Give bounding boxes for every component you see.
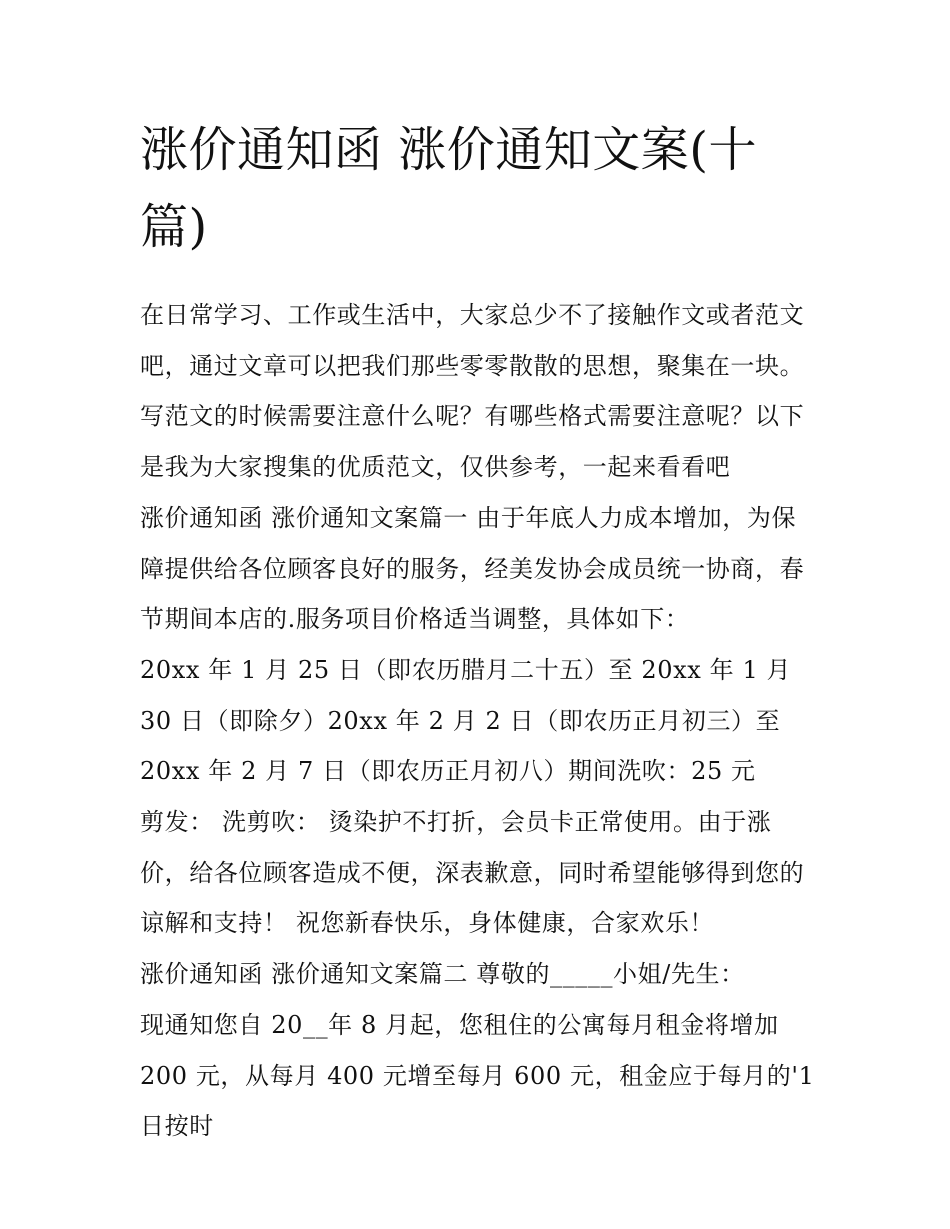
paragraph-notice-two: 涨价通知函 涨价通知文案篇二 尊敬的_____小姐/先生：	[140, 960, 745, 989]
paragraph-dates: 20xx 年 1 月 25 日（即农历腊月二十五）至 20xx 年 1 月 30 日（即除夕）20xx 年 2 月 2 日（即农历正月初三）至 20xx 年 2 月 7 日（即农历正月初八）期间洗吹：25 元	[140, 655, 792, 786]
paragraph-intro: 在日常学习、工作或生活中，大家总少不了接触作文或者范文吧，通过文章可以把我们那些零零散散的思想，聚集在一块。写范文的时候需要注意什么呢？有哪些格式需要注意呢？以下是我为大家搜集的优质范文，仅供参考，一起来看看吧	[140, 301, 805, 482]
paragraph-services: 剪发： 洗剪吹： 烫染护不打折，会员卡正常使用。由于涨价，给各位顾客造成不便，深表歉意，同时希望能够得到您的谅解和支持！ 祝您新春快乐，身体健康，合家欢乐！	[140, 808, 805, 938]
document-title: 涨价通知函 涨价通知文案(十篇)	[140, 122, 757, 255]
paragraph-notice-one: 涨价通知函 涨价通知文案篇一 由于年底人力成本增加，为保障提供给各位顾客良好的服务，经美发协会成员统一协商，春节期间本店的.服务项目价格适当调整，具体如下：	[140, 503, 805, 634]
paragraph-rent: 现通知您自 20__年 8 月起，您租住的公寓每月租金将增加 200 元，从每月 400 元增至每月 600 元，租金应于每月的'1 日按时	[140, 1010, 815, 1141]
document-body	[140, 290, 816, 1152]
